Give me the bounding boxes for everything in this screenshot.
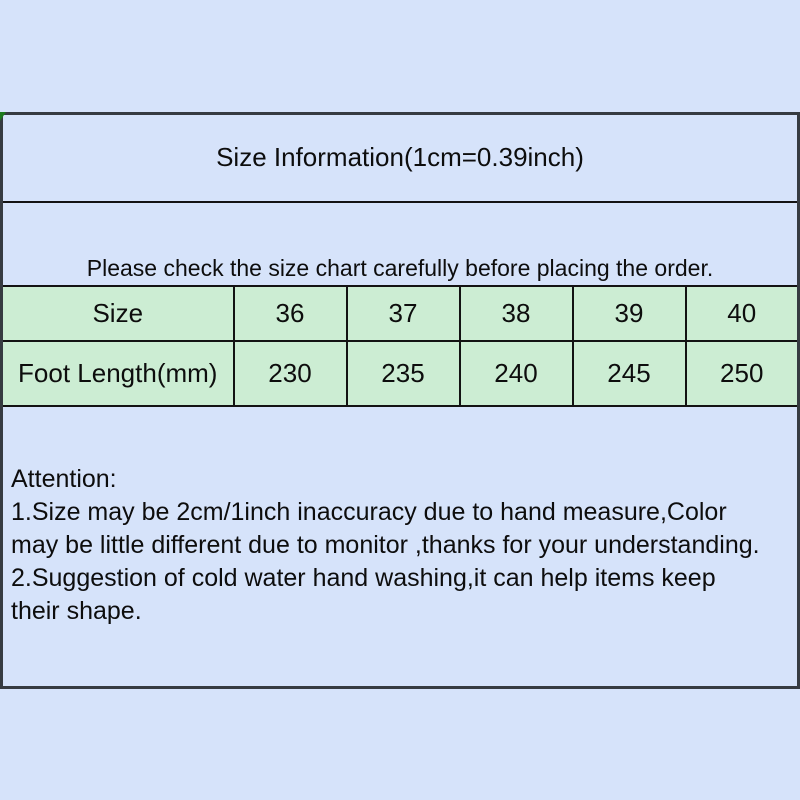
size-value-38: 38 [460,286,573,341]
size-value-37: 37 [347,286,460,341]
title-row [2,114,799,202]
notice-row [2,202,799,286]
attention-line-3: 2.Suggestion of cold water hand washing,it can help items keep [11,563,716,592]
foot-length-value-240: 240 [460,341,573,406]
size-row-label: Size [2,286,234,341]
page-title: Size Information(1cm=0.39inch) [2,114,799,202]
size-chart-notice: Please check the size chart carefully before placing the order. [2,202,799,286]
attention-row [2,406,799,688]
foot-length-value-245: 245 [573,341,686,406]
size-value-40: 40 [686,286,799,341]
attention-line-4: their shape. [11,596,142,625]
corner-artifact-mark [0,112,6,121]
size-info-panel [0,112,800,689]
foot-length-value-230: 230 [234,341,347,406]
attention-line-1: 1.Size may be 2cm/1inch inaccuracy due to hand measure,Color [11,497,727,526]
size-value-36: 36 [234,286,347,341]
attention-line-2: may be little different due to monitor ,thanks for your understanding. [11,530,760,559]
size-header-row [2,286,799,341]
foot-length-value-235: 235 [347,341,460,406]
foot-length-label: Foot Length(mm) [2,341,234,406]
attention-heading: Attention: [11,464,117,493]
attention-block [2,406,799,688]
foot-length-value-250: 250 [686,341,799,406]
size-value-39: 39 [573,286,686,341]
foot-length-row [2,341,799,406]
